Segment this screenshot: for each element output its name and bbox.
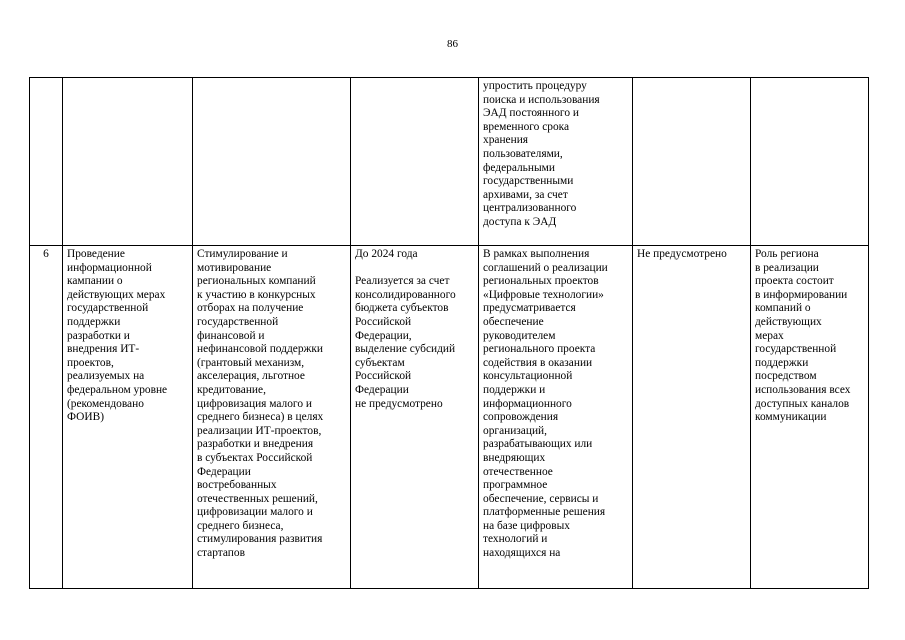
cell-number: 6 xyxy=(30,246,63,589)
page-number: 86 xyxy=(447,38,458,50)
cell-legal-changes xyxy=(633,78,751,246)
cell-goal: Стимулирование и мотивирование региональных компаний к участию в конкурсных отборах на получение государственной финансовой и нефинансовой поддержки (грантовый механизм, акселерация, льготное кредитование, цифровизация малого и среднего бизнеса) в целях реализации ИТ-проектов, разработки и внедрения в субъектах Российской Федерации востребованных отечественных решений, цифровизации малого и среднего бизнеса, стимулирования развития стартапов xyxy=(193,246,351,589)
cell-region-role: Роль региона в реализации проекта состоит в информировании компаний о действующих мерах государственной поддержки посредством использования всех доступных каналов коммуникации xyxy=(751,246,869,589)
cell-region-role xyxy=(751,78,869,246)
cell-measure-name xyxy=(63,78,193,246)
cell-mechanism: В рамках выполнения соглашений о реализации региональных проектов «Цифровые технологии» предусматривается обеспечение руководителем регионального проекта содействия в оказании консультационной поддержки и информационного сопровождения организаций, разрабатывающих или внедряющих отечественное программное обеспечение, сервисы и платформенные решения на базе цифровых технологий и находящихся на xyxy=(479,246,633,589)
cell-timing-funding xyxy=(351,78,479,246)
cell-legal-changes: Не предусмотрено xyxy=(633,246,751,589)
table-row xyxy=(30,78,869,246)
cell-number xyxy=(30,78,63,246)
cell-timing-funding: До 2024 года Реализуется за счет консолидированного бюджета субъектов Российской Федерации, выделение субсидий субъектам Российской Федерации не предусмотрено xyxy=(351,246,479,589)
cell-goal xyxy=(193,78,351,246)
table-row xyxy=(30,246,869,589)
cell-measure-name: Проведение информационной кампании о действующих мерах государственной поддержки разработки и внедрения ИТ- проектов, реализуемых на федеральном уровне (рекомендовано ФОИВ) xyxy=(63,246,193,589)
cell-mechanism: упростить процедуру поиска и использования ЭАД постоянного и временного срока хранения пользователями, федеральными государственными архивами, за счет централизованного доступа к ЭАД xyxy=(479,78,633,246)
measures-table xyxy=(29,77,869,589)
